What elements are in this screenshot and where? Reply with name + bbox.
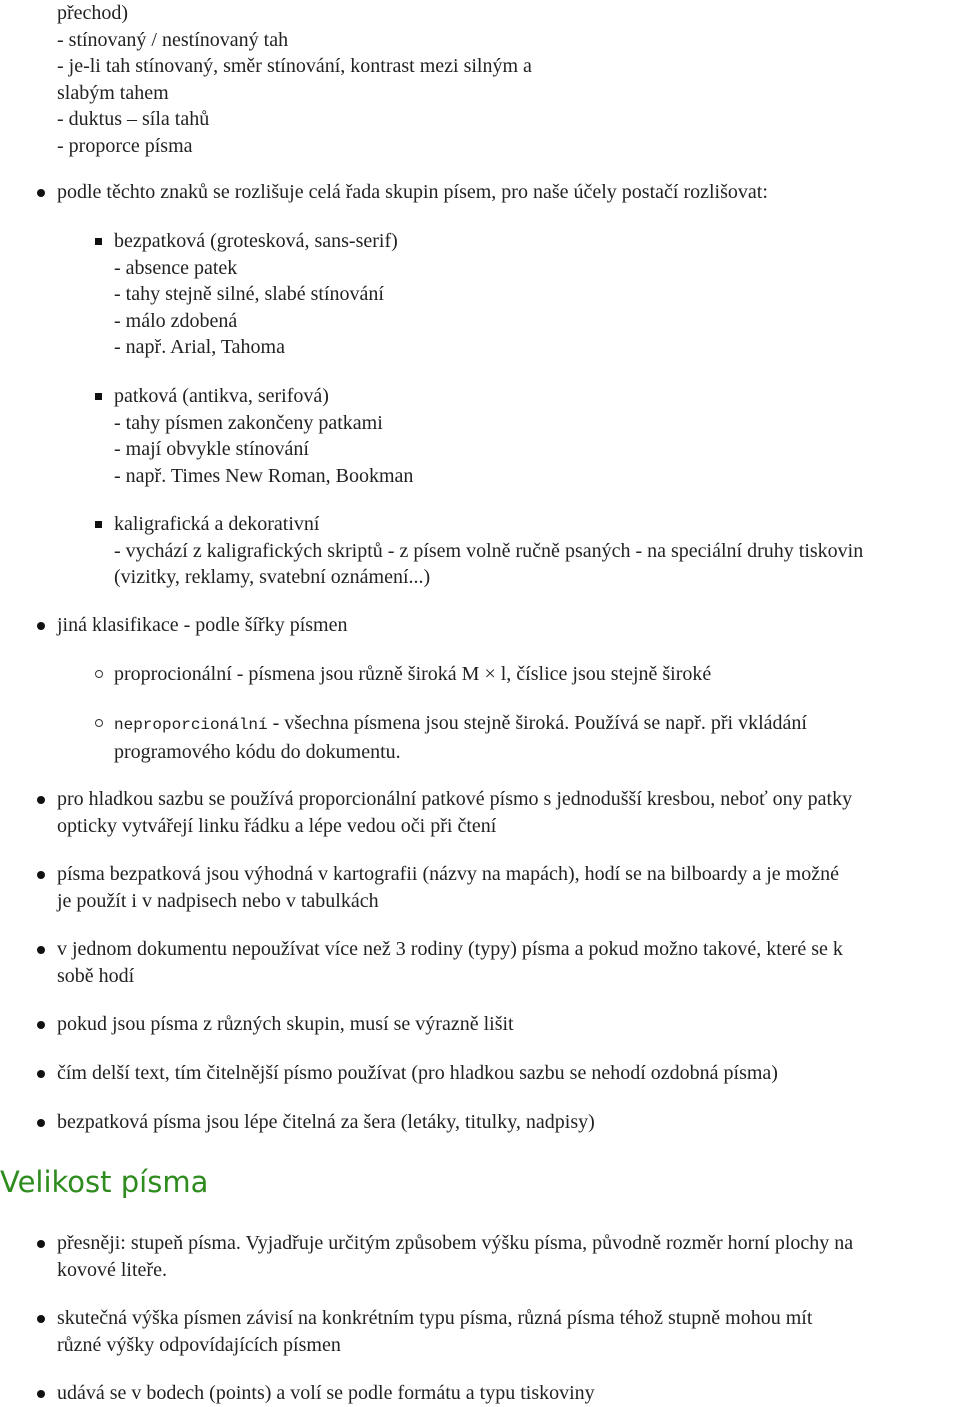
disc-bullet-icon: [37, 189, 45, 197]
text-line: - je-li tah stínovaný, směr stínování, kontrast mezi silným a: [57, 55, 532, 77]
list-item: [57, 1230, 960, 1283]
list-item-text: sobě hodí: [57, 964, 135, 987]
list-item-text: - vychází z kaligrafických skriptů - z písem volně ručně psaných - na speciální druhy tiskovin: [114, 539, 864, 562]
list-item-text: - málo zdobená: [114, 309, 238, 332]
text-line: přechod): [57, 2, 129, 24]
list-item: [57, 861, 960, 914]
sub-list-item: [114, 228, 960, 361]
section-heading: Velikost písma: [0, 1165, 209, 1199]
square-bullet-icon: [95, 521, 102, 528]
disc-bullet-icon: [37, 1390, 45, 1398]
list-item-text: - např. Times New Roman, Bookman: [114, 464, 414, 487]
sub-list-item: [114, 511, 960, 591]
list-item-text: kaligrafická a dekorativní: [114, 513, 320, 535]
list-item-text: podle těchto znaků se rozlišuje celá řada skupin písem, pro naše účely postačí rozlišovat:: [57, 181, 768, 203]
list-item-text: čím delší text, tím čitelnější písmo používat (pro hladkou sazbu se nehodí ozdobná písma): [57, 1062, 778, 1084]
list-item-text: různé výšky odpovídajících písmen: [57, 1333, 341, 1356]
text-line: - proporce písma: [57, 134, 193, 157]
disc-bullet-icon: [37, 946, 45, 954]
square-bullet-icon: [95, 238, 102, 245]
list-item-text: - tahy písmen zakončeny patkami: [114, 411, 383, 434]
list-item-text: - absence patek: [114, 256, 238, 279]
list-item-text: programového kódu do dokumentu.: [114, 740, 401, 763]
list-item-text: proprocionální - písmena jsou různě široká M × l, číslice jsou stejně široké: [114, 663, 712, 685]
text-line: - stínovaný / nestínovaný tah: [57, 28, 289, 51]
list-item-text: skutečná výška písmen závisí na konkrétním typu písma, různá písma téhož stupně mohou mít: [57, 1307, 813, 1329]
list-item-text: udává se v bodech (points) a volí se podle formátu a typu tiskoviny: [57, 1382, 595, 1404]
sub-list-item: [114, 383, 960, 489]
disc-bullet-icon: [37, 1119, 45, 1127]
disc-bullet-icon: [37, 1021, 45, 1029]
list-item: [57, 1060, 960, 1087]
list-item-text: - např. Arial, Tahoma: [114, 336, 285, 358]
list-item: [57, 1305, 960, 1358]
disc-bullet-icon: [37, 1070, 45, 1078]
list-item: [57, 1380, 960, 1407]
list-item: [57, 1109, 960, 1136]
sub-list-item: [114, 710, 960, 765]
monospace-term: neproporcionální: [114, 716, 268, 734]
disc-bullet-icon: [37, 796, 45, 804]
list-item-text: - všechna písmena jsou stejně široká. Používá se např. při vkládání: [267, 712, 807, 734]
circle-bullet-icon: [95, 670, 103, 678]
list-item: [57, 179, 960, 206]
sub-list-item: [114, 661, 960, 688]
list-item-text: je použít i v nadpisech nebo v tabulkách: [57, 889, 379, 912]
text-line: - duktus – síla tahů: [57, 108, 210, 130]
disc-bullet-icon: [37, 871, 45, 879]
list-item-text: opticky vytvářejí linku řádku a lépe vedou oči při čtení: [57, 814, 497, 837]
list-item-text: bezpatková (grotesková, sans-serif): [114, 230, 398, 252]
list-item-text: pro hladkou sazbu se používá proporcionální patkové písmo s jednodušší kresbou, neboť ony patky: [57, 788, 853, 810]
disc-bullet-icon: [37, 1240, 45, 1248]
list-item-text: kovové liteře.: [57, 1258, 167, 1281]
list-item: [57, 612, 960, 639]
square-bullet-icon: [95, 393, 102, 400]
list-item-text: - tahy stejně silné, slabé stínování: [114, 283, 384, 305]
list-item-text: (vizitky, reklamy, svatební oznámení...): [114, 566, 431, 588]
text-line: slabým tahem: [57, 81, 169, 104]
list-item-text: bezpatková písma jsou lépe čitelná za šera (letáky, titulky, nadpisy): [57, 1111, 595, 1133]
list-item: [57, 1011, 960, 1038]
circle-bullet-icon: [95, 719, 103, 727]
list-item-text: v jednom dokumentu nepoužívat více než 3 rodiny (typy) písma a pokud možno takové, které se k: [57, 938, 843, 960]
list-item-text: jiná klasifikace - podle šířky písmen: [57, 614, 348, 636]
list-item-text: přesněji: stupeň písma. Vyjadřuje určitým způsobem výšku písma, původně rozměr horní plochy na: [57, 1232, 854, 1254]
list-item-text: patková (antikva, serifová): [114, 385, 329, 407]
list-item-text: písma bezpatková jsou výhodná v kartografii (názvy na mapách), hodí se na bilboardy a je možné: [57, 863, 839, 885]
disc-bullet-icon: [37, 1315, 45, 1323]
list-item: [57, 786, 960, 839]
list-item-line: [114, 710, 960, 739]
list-item-text: pokud jsou písma z různých skupin, musí se výrazně lišit: [57, 1013, 514, 1035]
list-item-text: - mají obvykle stínování: [114, 438, 309, 460]
disc-bullet-icon: [37, 622, 45, 630]
continuation-block: [57, 0, 960, 159]
list-item: [57, 936, 960, 989]
